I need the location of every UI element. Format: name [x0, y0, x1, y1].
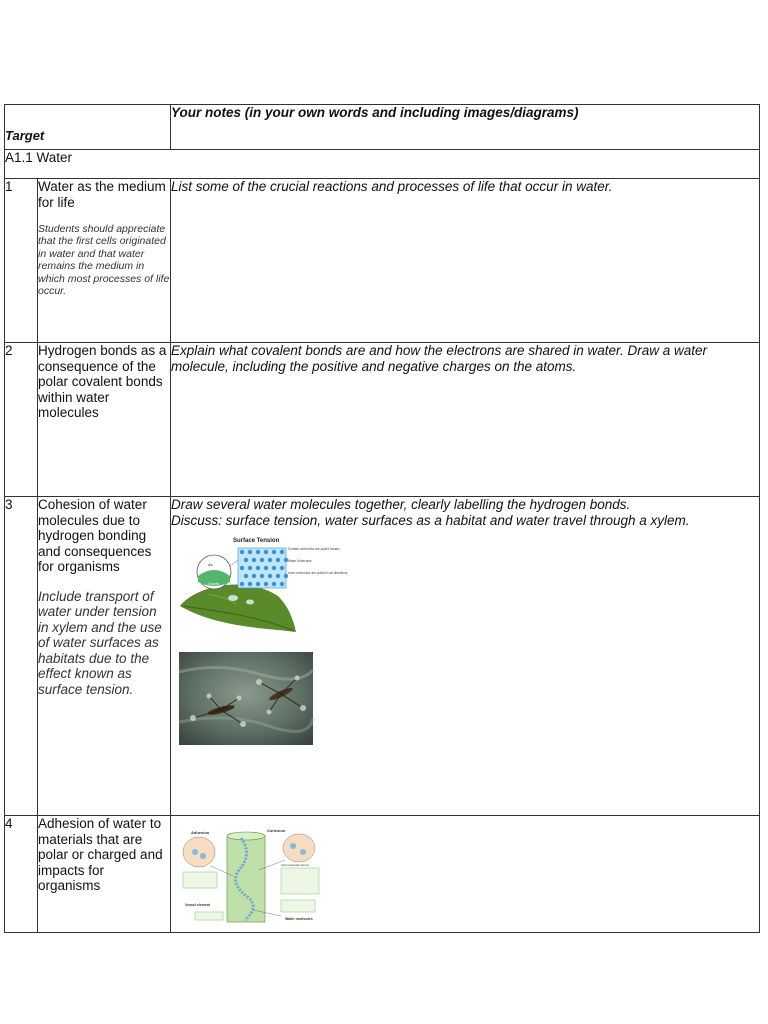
connector-line — [230, 560, 238, 566]
water-molecule — [256, 550, 260, 554]
info-box — [183, 872, 217, 888]
vessel-top — [227, 832, 265, 840]
water-molecule — [272, 550, 276, 554]
water-molecule — [260, 574, 264, 578]
water-molecule — [280, 582, 284, 586]
info-box — [281, 900, 315, 912]
water-molecule — [264, 550, 268, 554]
info-box — [195, 912, 223, 920]
adhesion-label: Adhesion — [191, 830, 210, 835]
water-molecule — [272, 566, 276, 570]
water-molecule — [280, 566, 284, 570]
row-number: 3 — [5, 497, 38, 816]
water-molecule — [264, 582, 268, 586]
guidance-text: Include transport of water under tension in xylem and the use of water surfaces as habitats due to the effect known as surface tension. — [38, 588, 162, 697]
water-molecule — [240, 550, 244, 554]
row-topic — [38, 497, 171, 816]
topic-text: Cohesion of water molecules due to hydrogen bonding and consequences for organisms — [38, 497, 152, 574]
water-molecule — [264, 566, 268, 570]
legend-water: Water Molecules — [288, 559, 312, 563]
water-molecule — [244, 558, 248, 562]
intermolecular-label: Intermolecular forces — [281, 863, 310, 867]
header-target-label: Target — [5, 128, 45, 143]
table-row — [5, 497, 760, 816]
legend-surface: Surface molecules are pulled inward — [288, 547, 340, 551]
topic-text: Water as the medium for life — [38, 179, 166, 210]
water-molecule — [192, 849, 198, 855]
water-molecule — [276, 574, 280, 578]
surface-tension-figure — [178, 536, 348, 634]
water-molecule — [240, 582, 244, 586]
row-topic — [38, 179, 171, 343]
xylem-adhesion-figure — [181, 824, 323, 926]
notes-prompt[interactable]: Explain what covalent bonds are and how the electrons are shared in water. Draw a water molecule, including the positive and negative charges on the atoms. — [171, 343, 760, 497]
row-number: 2 — [5, 343, 38, 497]
header-row — [5, 105, 760, 150]
table-row — [5, 816, 760, 933]
row-number: 4 — [5, 816, 38, 933]
water-molecule — [248, 550, 252, 554]
notes-table — [4, 104, 760, 933]
water-molecule — [290, 843, 296, 849]
molecule-grid — [238, 548, 286, 588]
cohesion-zoom — [283, 834, 315, 862]
vessel-label: Vessel element — [185, 903, 211, 907]
water-molecule — [280, 550, 284, 554]
adhesion-zoom — [183, 837, 215, 867]
water-molecule — [268, 558, 272, 562]
water-molecule — [252, 574, 256, 578]
guidance-text: Students should appreciate that the first cells originated in water and that water remains the medium in which most processes of life occur. — [38, 223, 170, 298]
water-molecule — [276, 558, 280, 562]
gravity-label: Gravity — [208, 582, 220, 586]
water-molecule — [272, 582, 276, 586]
water-molecule — [256, 566, 260, 570]
table-row — [5, 343, 760, 497]
info-box — [281, 868, 319, 894]
row-topic: Adhesion of water to materials that are polar or charged and impacts for organisms — [38, 816, 171, 933]
water-strider-photo — [179, 652, 313, 745]
section-row — [5, 150, 760, 179]
droplet — [246, 600, 254, 605]
water-molecule — [244, 574, 248, 578]
droplet — [228, 595, 238, 601]
section-title: A1.1 Water — [5, 150, 760, 179]
water-molecule — [248, 582, 252, 586]
table-row — [5, 179, 760, 343]
cohesion-label: Cohesion — [267, 828, 286, 833]
water-molecule — [200, 853, 206, 859]
header-notes: Your notes (in your own words and including images/diagrams) — [171, 105, 760, 150]
prompt-line-2: Discuss: surface tension, water surfaces as a habitat and water travel through a xylem. — [171, 513, 690, 528]
water-molecule — [256, 582, 260, 586]
row-topic: Hydrogen bonds as a consequence of the polar covalent bonds within water molecules — [38, 343, 171, 497]
water-molecule — [268, 574, 272, 578]
row-number: 1 — [5, 179, 38, 343]
water-molecule — [240, 566, 244, 570]
water-molecule — [260, 558, 264, 562]
prompt-line-1: Draw several water molecules together, clearly labelling the hydrogen bonds. — [171, 497, 631, 512]
notes-prompt[interactable]: List some of the crucial reactions and processes of life that occur in water. — [171, 179, 760, 343]
header-target — [5, 105, 171, 150]
air-label: Air — [208, 562, 213, 567]
water-molecule — [248, 566, 252, 570]
water-molecule — [252, 558, 256, 562]
legend-inner: Inner molecules are pulled in all directions — [288, 571, 348, 575]
water-molecules-label: Water molecules — [285, 917, 313, 921]
figure-title: Surface Tension — [233, 538, 280, 544]
water-molecule — [300, 849, 306, 855]
